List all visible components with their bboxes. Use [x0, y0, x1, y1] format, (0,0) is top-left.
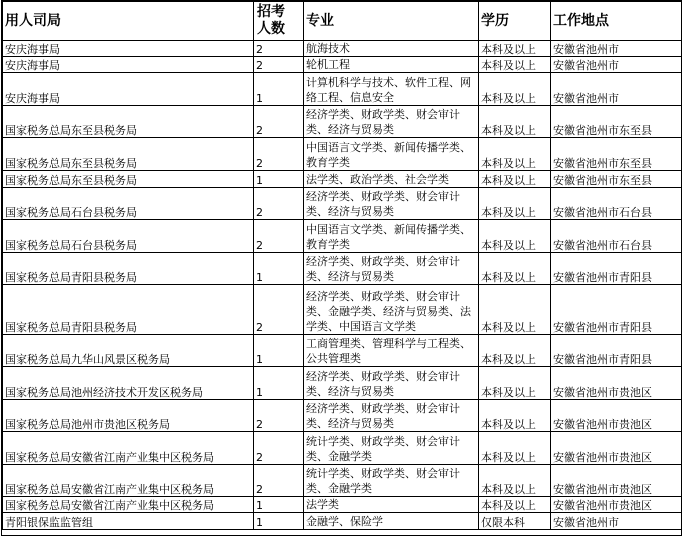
table-row: [3, 188, 682, 220]
cell-employer: 国家税务总局石台县税务局: [3, 188, 254, 220]
header-major: 专业: [304, 2, 479, 41]
table-row: [3, 73, 682, 106]
cell-major: 中国语言文学类、新闻传播学类、教育学类: [304, 220, 479, 253]
cell-count: 2: [254, 106, 304, 138]
cell-major: 经济学类、财政学类、财会审计类、经济与贸易类: [304, 253, 479, 285]
cell-education: 本科及以上: [479, 57, 551, 73]
cell-count: 2: [254, 138, 304, 171]
cell-location: 安徽省池州市石台县: [551, 188, 682, 220]
header-row: [3, 2, 682, 41]
table-row: [3, 513, 682, 530]
cell-education: 本科及以上: [479, 188, 551, 220]
cell-major: 中国语言文学类、新闻传播学类、教育学类: [304, 138, 479, 171]
cell-employer: 国家税务总局东至县税务局: [3, 106, 254, 138]
cell-count: 1: [254, 73, 304, 106]
cell-location: 安徽省池州市: [551, 513, 682, 530]
cell-location: 安徽省池州市贵池区: [551, 432, 682, 465]
cell-employer: 国家税务总局安徽省江南产业集中区税务局: [3, 497, 254, 513]
cell-major: 统计学类、财政学类、财会审计类、金融学类: [304, 465, 479, 497]
cell-employer: 国家税务总局池州经济技术开发区税务局: [3, 367, 254, 400]
cell-major: 经济学类、财政学类、财会审计类、经济与贸易类: [304, 400, 479, 432]
cell-major: 经济学类、财政学类、财会审计类、经济与贸易类: [304, 367, 479, 400]
cell-major: 轮机工程: [304, 57, 479, 73]
cell-count: 1: [254, 335, 304, 367]
cell-education: 本科及以上: [479, 432, 551, 465]
cell-major: 计算机科学与技术、软件工程、网络工程、信息安全: [304, 73, 479, 106]
cell-count: 2: [254, 188, 304, 220]
cell-major: 经济学类、财政学类、财会审计类、经济与贸易类: [304, 188, 479, 220]
cell-location: 安徽省池州市青阳县: [551, 253, 682, 285]
table-row: [3, 41, 682, 57]
cell-employer: 青阳银保监监管组: [3, 513, 254, 530]
table-body: [3, 41, 682, 530]
table-row: [3, 171, 682, 188]
cell-count: 1: [254, 253, 304, 285]
cell-location: 安徽省池州市贵池区: [551, 465, 682, 497]
header-education: 学历: [479, 2, 551, 41]
cell-count: 2: [254, 57, 304, 73]
cell-major: 经济学类、财政学类、财会审计类、金融学类、经济与贸易类、法学类、中国语言文学类: [304, 285, 479, 335]
cell-employer: 国家税务总局安徽省江南产业集中区税务局: [3, 465, 254, 497]
cell-location: 安徽省池州市: [551, 73, 682, 106]
cell-education: 本科及以上: [479, 106, 551, 138]
cell-education: 本科及以上: [479, 335, 551, 367]
cell-employer: 国家税务总局石台县税务局: [3, 220, 254, 253]
cell-location: 安徽省池州市贵池区: [551, 367, 682, 400]
table-row: [3, 57, 682, 73]
recruitment-table: [2, 1, 682, 530]
table-row: [3, 106, 682, 138]
cell-education: 本科及以上: [479, 497, 551, 513]
table-row: [3, 285, 682, 335]
table-row: [3, 400, 682, 432]
cell-location: 安徽省池州市青阳县: [551, 335, 682, 367]
table-row: [3, 220, 682, 253]
cell-education: 本科及以上: [479, 138, 551, 171]
cell-employer: 国家税务总局池州市贵池区税务局: [3, 400, 254, 432]
cell-location: 安徽省池州市贵池区: [551, 400, 682, 432]
cell-location: 安徽省池州市东至县: [551, 106, 682, 138]
cell-count: 2: [254, 432, 304, 465]
cell-major: 经济学类、财政学类、财会审计类、经济与贸易类: [304, 106, 479, 138]
cell-education: 本科及以上: [479, 367, 551, 400]
table-row: [3, 367, 682, 400]
cell-education: 本科及以上: [479, 285, 551, 335]
table-row: [3, 465, 682, 497]
cell-education: 本科及以上: [479, 41, 551, 57]
cell-employer: 国家税务总局青阳县税务局: [3, 253, 254, 285]
cell-major: 统计学类、财政学类、财会审计类、金融学类: [304, 432, 479, 465]
cell-count: 2: [254, 285, 304, 335]
table-row: [3, 253, 682, 285]
cell-employer: 安庆海事局: [3, 41, 254, 57]
cell-education: 本科及以上: [479, 465, 551, 497]
cell-employer: 国家税务总局安徽省江南产业集中区税务局: [3, 432, 254, 465]
cell-major: 工商管理类、管理科学与工程类、公共管理类: [304, 335, 479, 367]
cell-employer: 国家税务总局青阳县税务局: [3, 285, 254, 335]
cell-location: 安徽省池州市东至县: [551, 138, 682, 171]
cell-education: 本科及以上: [479, 400, 551, 432]
cell-count: 2: [254, 41, 304, 57]
cell-location: 安徽省池州市: [551, 57, 682, 73]
cell-employer: 国家税务总局九华山风景区税务局: [3, 335, 254, 367]
cell-count: 1: [254, 513, 304, 530]
cell-count: 1: [254, 367, 304, 400]
cell-major: 法学类、政治学类、社会学类: [304, 171, 479, 188]
header-count: [254, 2, 304, 41]
table-row: [3, 138, 682, 171]
cell-major: 航海技术: [304, 41, 479, 57]
cell-education: 仅限本科: [479, 513, 551, 530]
cell-count: 2: [254, 465, 304, 497]
cell-major: 法学类: [304, 497, 479, 513]
cell-education: 本科及以上: [479, 220, 551, 253]
cell-location: 安徽省池州市: [551, 41, 682, 57]
spreadsheet: [1, 0, 682, 536]
cell-count: 1: [254, 497, 304, 513]
cell-education: 本科及以上: [479, 253, 551, 285]
cell-employer: 国家税务总局东至县税务局: [3, 138, 254, 171]
header-count-line1: 招考: [257, 4, 285, 20]
table-row: [3, 335, 682, 367]
cell-employer: 国家税务总局东至县税务局: [3, 171, 254, 188]
cell-location: 安徽省池州市石台县: [551, 220, 682, 253]
header-location: 工作地点: [551, 2, 682, 41]
cell-location: 安徽省池州市贵池区: [551, 497, 682, 513]
header-count-line2: 人数: [257, 21, 285, 37]
cell-education: 本科及以上: [479, 73, 551, 106]
cell-education: 本科及以上: [479, 171, 551, 188]
cell-employer: 安庆海事局: [3, 57, 254, 73]
header-employer: 用人司局: [3, 2, 254, 41]
table-row: [3, 432, 682, 465]
cell-count: 2: [254, 220, 304, 253]
cell-count: 1: [254, 171, 304, 188]
cell-location: 安徽省池州市青阳县: [551, 285, 682, 335]
cell-count: 2: [254, 400, 304, 432]
table-row: [3, 497, 682, 513]
cell-major: 金融学、保险学: [304, 513, 479, 530]
cell-location: 安徽省池州市东至县: [551, 171, 682, 188]
cell-employer: 安庆海事局: [3, 73, 254, 106]
